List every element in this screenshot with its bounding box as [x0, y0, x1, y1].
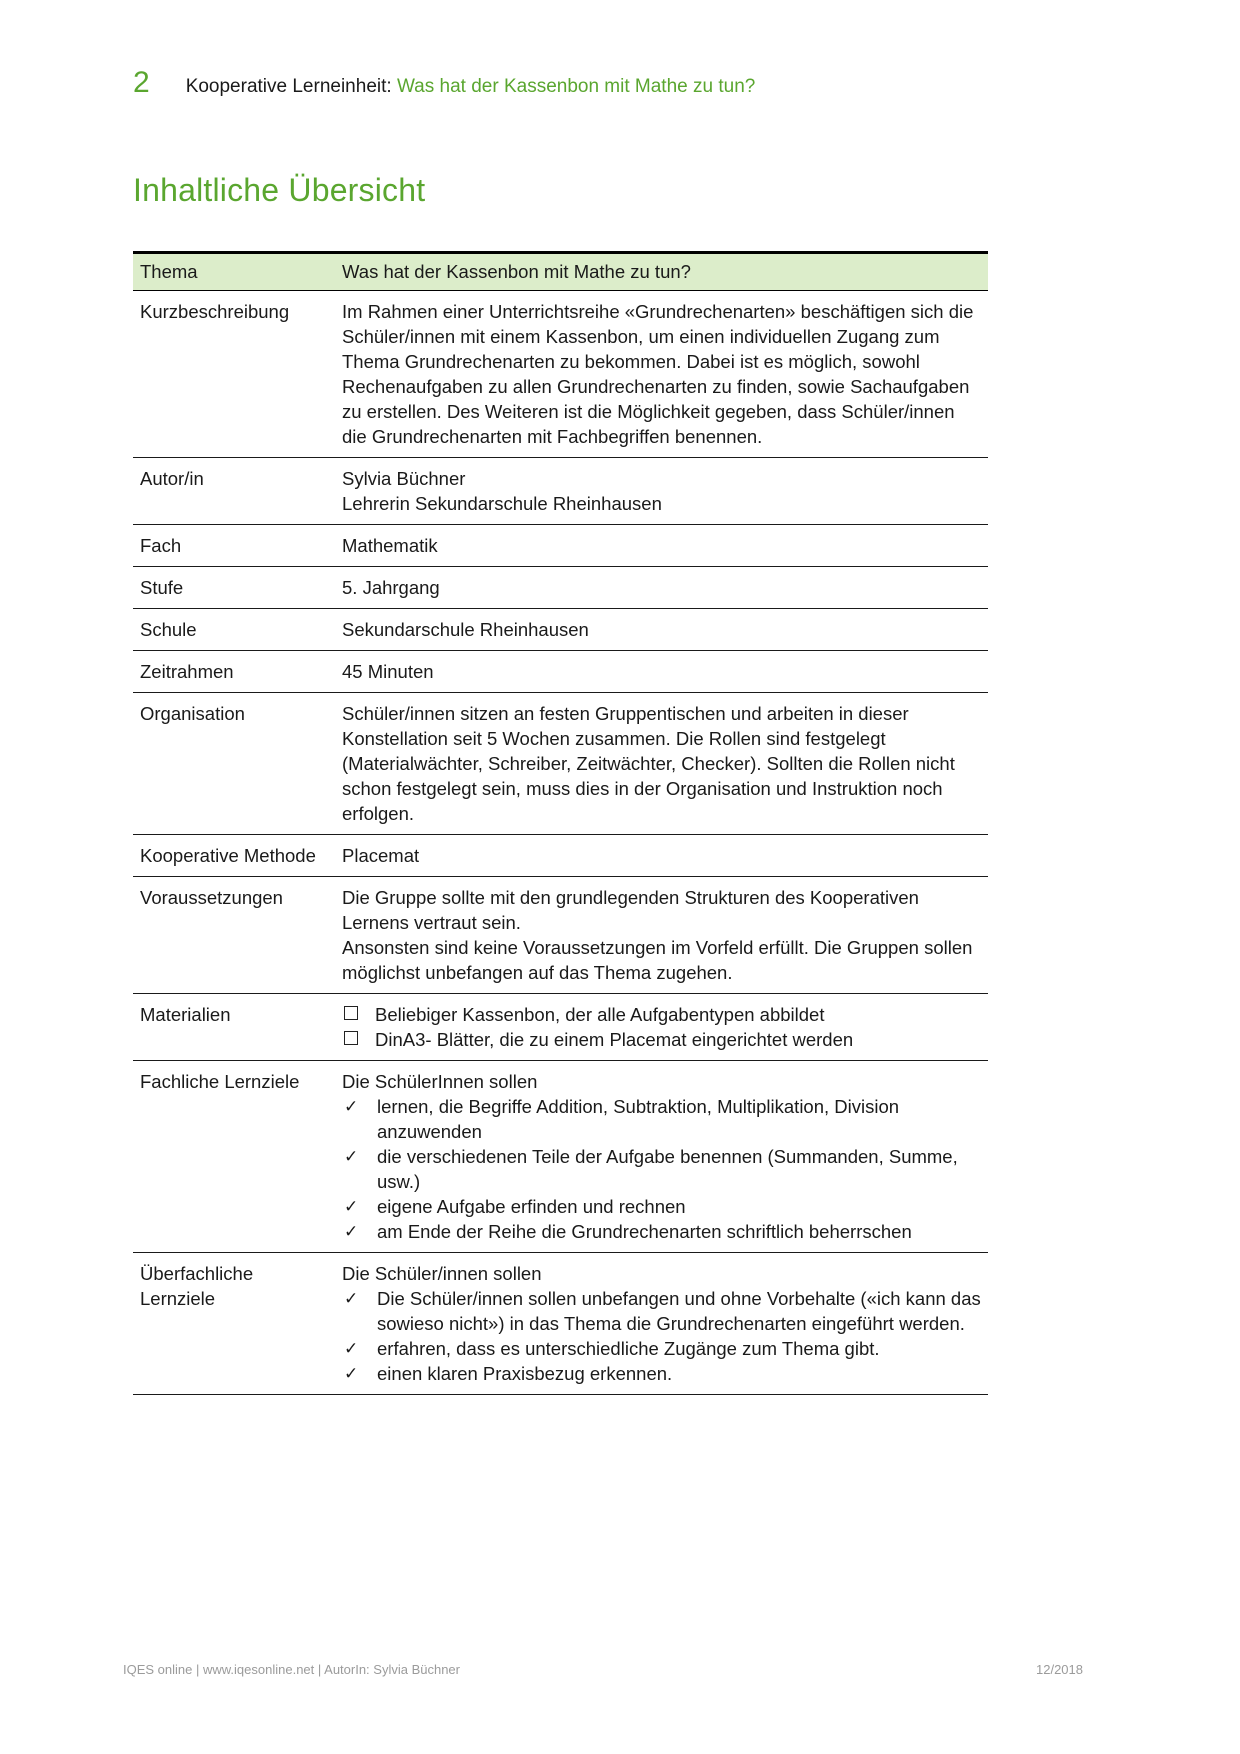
table-row — [133, 567, 988, 609]
table-body — [133, 253, 988, 1395]
row-value — [333, 1061, 988, 1253]
page-footer — [123, 1662, 1083, 1677]
row-label: Überfachliche Lernziele — [133, 1253, 333, 1395]
list-item — [342, 1027, 984, 1052]
checkmark-icon: ✓ — [344, 1222, 359, 1241]
list-item — [342, 1194, 984, 1219]
row-label: Organisation — [133, 693, 333, 835]
table-row — [133, 835, 988, 877]
checkbox-icon — [344, 1031, 358, 1045]
list-item — [342, 1002, 984, 1027]
table-row — [133, 609, 988, 651]
page-header — [133, 66, 1110, 100]
row-value — [333, 291, 988, 458]
row-paragraph: Sekundarschule Rheinhausen — [342, 619, 589, 640]
row-label: Materialien — [133, 994, 333, 1061]
list-item — [342, 1094, 984, 1144]
checkbox-icon — [344, 1006, 358, 1020]
list-item-text: DinA3- Blätter, die zu einem Placemat eingerichtet werden — [375, 1029, 854, 1050]
table-row — [133, 994, 988, 1061]
row-paragraph: Ansonsten sind keine Voraussetzungen im Vorfeld erfüllt. Die Gruppen sollen möglichst unbefangen auf das Thema zugehen. — [342, 937, 973, 983]
row-paragraph: Sylvia Büchner — [342, 468, 466, 489]
row-label: Voraussetzungen — [133, 877, 333, 994]
list-item-text: erfahren, dass es unterschiedliche Zugänge zum Thema gibt. — [377, 1338, 880, 1359]
row-value — [333, 994, 988, 1061]
footer-date: 12/2018 — [1036, 1662, 1083, 1677]
table-header-row — [133, 253, 988, 291]
row-label: Fachliche Lernziele — [133, 1061, 333, 1253]
list-item-text: lernen, die Begriffe Addition, Subtraktion, Multiplikation, Division anzuwenden — [377, 1096, 900, 1142]
table-row — [133, 651, 988, 693]
row-paragraph: 45 Minuten — [342, 661, 434, 682]
row-value — [333, 458, 988, 525]
checkmark-icon: ✓ — [344, 1147, 359, 1166]
table-row — [133, 291, 988, 458]
row-value — [333, 835, 988, 877]
running-head-topic: Was hat der Kassenbon mit Mathe zu tun? — [396, 76, 756, 97]
running-head — [186, 76, 756, 98]
checkmark-icon: ✓ — [344, 1364, 359, 1383]
row-intro: Die Schüler/innen sollen — [342, 1263, 542, 1284]
row-label: Zeitrahmen — [133, 651, 333, 693]
table-row — [133, 1061, 988, 1253]
row-paragraph: Placemat — [342, 845, 420, 866]
checkmark-icon: ✓ — [344, 1197, 359, 1216]
table-row — [133, 877, 988, 994]
running-head-prefix: Kooperative Lerneinheit: — [185, 76, 397, 97]
table-header-label: Thema — [133, 253, 333, 291]
row-paragraph: Im Rahmen einer Unterrichtsreihe «Grundrechenarten» beschäftigen sich die Schüler/innen mit einem Kassenbon, um einen individuellen Zugang zum Thema Grundrechenarten zu bekommen. Dabei ist es möglich, sowohl Rechenaufgaben zu allen Grundrechenarten zu finden, sowie Sachaufgaben zu erstellen. Des Weiteren ist die Möglichkeit gegeben, dass Schüler/innen die Grundrechenarten mit Fachbegriffen benennen. — [342, 301, 974, 447]
footer-credit: IQES online | www.iqesonline.net | AutorIn: Sylvia Büchner — [123, 1662, 460, 1677]
row-label: Stufe — [133, 567, 333, 609]
list-item-text: die verschiedenen Teile der Aufgabe benennen (Summanden, Summe, usw.) — [377, 1146, 958, 1192]
list-item — [342, 1219, 984, 1244]
checkmark-icon: ✓ — [344, 1289, 359, 1308]
row-label: Autor/in — [133, 458, 333, 525]
list-item-text: eigene Aufgabe erfinden und rechnen — [377, 1196, 686, 1217]
list-item-text: Beliebiger Kassenbon, der alle Aufgabentypen abbildet — [375, 1004, 825, 1025]
list-item-text: am Ende der Reihe die Grundrechenarten schriftlich beherrschen — [377, 1221, 912, 1242]
checkmark-icon: ✓ — [344, 1097, 359, 1116]
row-intro: Die SchülerInnen sollen — [342, 1071, 538, 1092]
list-item — [342, 1361, 984, 1386]
row-label: Kooperative Methode — [133, 835, 333, 877]
row-value — [333, 877, 988, 994]
row-label: Fach — [133, 525, 333, 567]
row-paragraph: Schüler/innen sitzen an festen Gruppentischen und arbeiten in dieser Konstellation seit 5 Wochen zusammen. Die Rollen sind festgelegt (Materialwächter, Schreiber, Zeitwächter, Checker). Sollten die Rollen nicht schon festgelegt sein, muss dies in der Organisation und Instruktion noch erfolgen. — [342, 703, 955, 824]
table-row — [133, 525, 988, 567]
table-row — [133, 693, 988, 835]
list-item-text: Die Schüler/innen sollen unbefangen und ohne Vorbehalte («ich kann das sowieso nicht») in das Thema die Grundrechenarten eingeführt werden. — [377, 1288, 981, 1334]
table-row — [133, 458, 988, 525]
row-label: Schule — [133, 609, 333, 651]
row-value — [333, 525, 988, 567]
table-row — [133, 1253, 988, 1395]
row-paragraph: Lehrerin Sekundarschule Rheinhausen — [342, 493, 662, 514]
row-paragraph: Die Gruppe sollte mit den grundlegenden Strukturen des Kooperativen Lernens vertraut sein. — [342, 887, 919, 933]
overview-table — [133, 251, 988, 1395]
row-value — [333, 567, 988, 609]
checkmark-icon: ✓ — [344, 1339, 359, 1358]
row-label: Kurzbeschreibung — [133, 291, 333, 458]
row-value — [333, 651, 988, 693]
row-value — [333, 609, 988, 651]
page-title: Inhaltliche Übersicht — [133, 172, 426, 208]
list-item — [342, 1144, 984, 1194]
row-paragraph: Mathematik — [342, 535, 438, 556]
list-item-text: einen klaren Praxisbezug erkennen. — [377, 1363, 673, 1384]
list-item — [342, 1336, 984, 1361]
page-number: 2 — [133, 66, 150, 99]
list-item — [342, 1286, 984, 1336]
table-header-value: Was hat der Kassenbon mit Mathe zu tun? — [333, 253, 988, 291]
row-value — [333, 693, 988, 835]
row-paragraph: 5. Jahrgang — [342, 577, 440, 598]
row-value — [333, 1253, 988, 1395]
